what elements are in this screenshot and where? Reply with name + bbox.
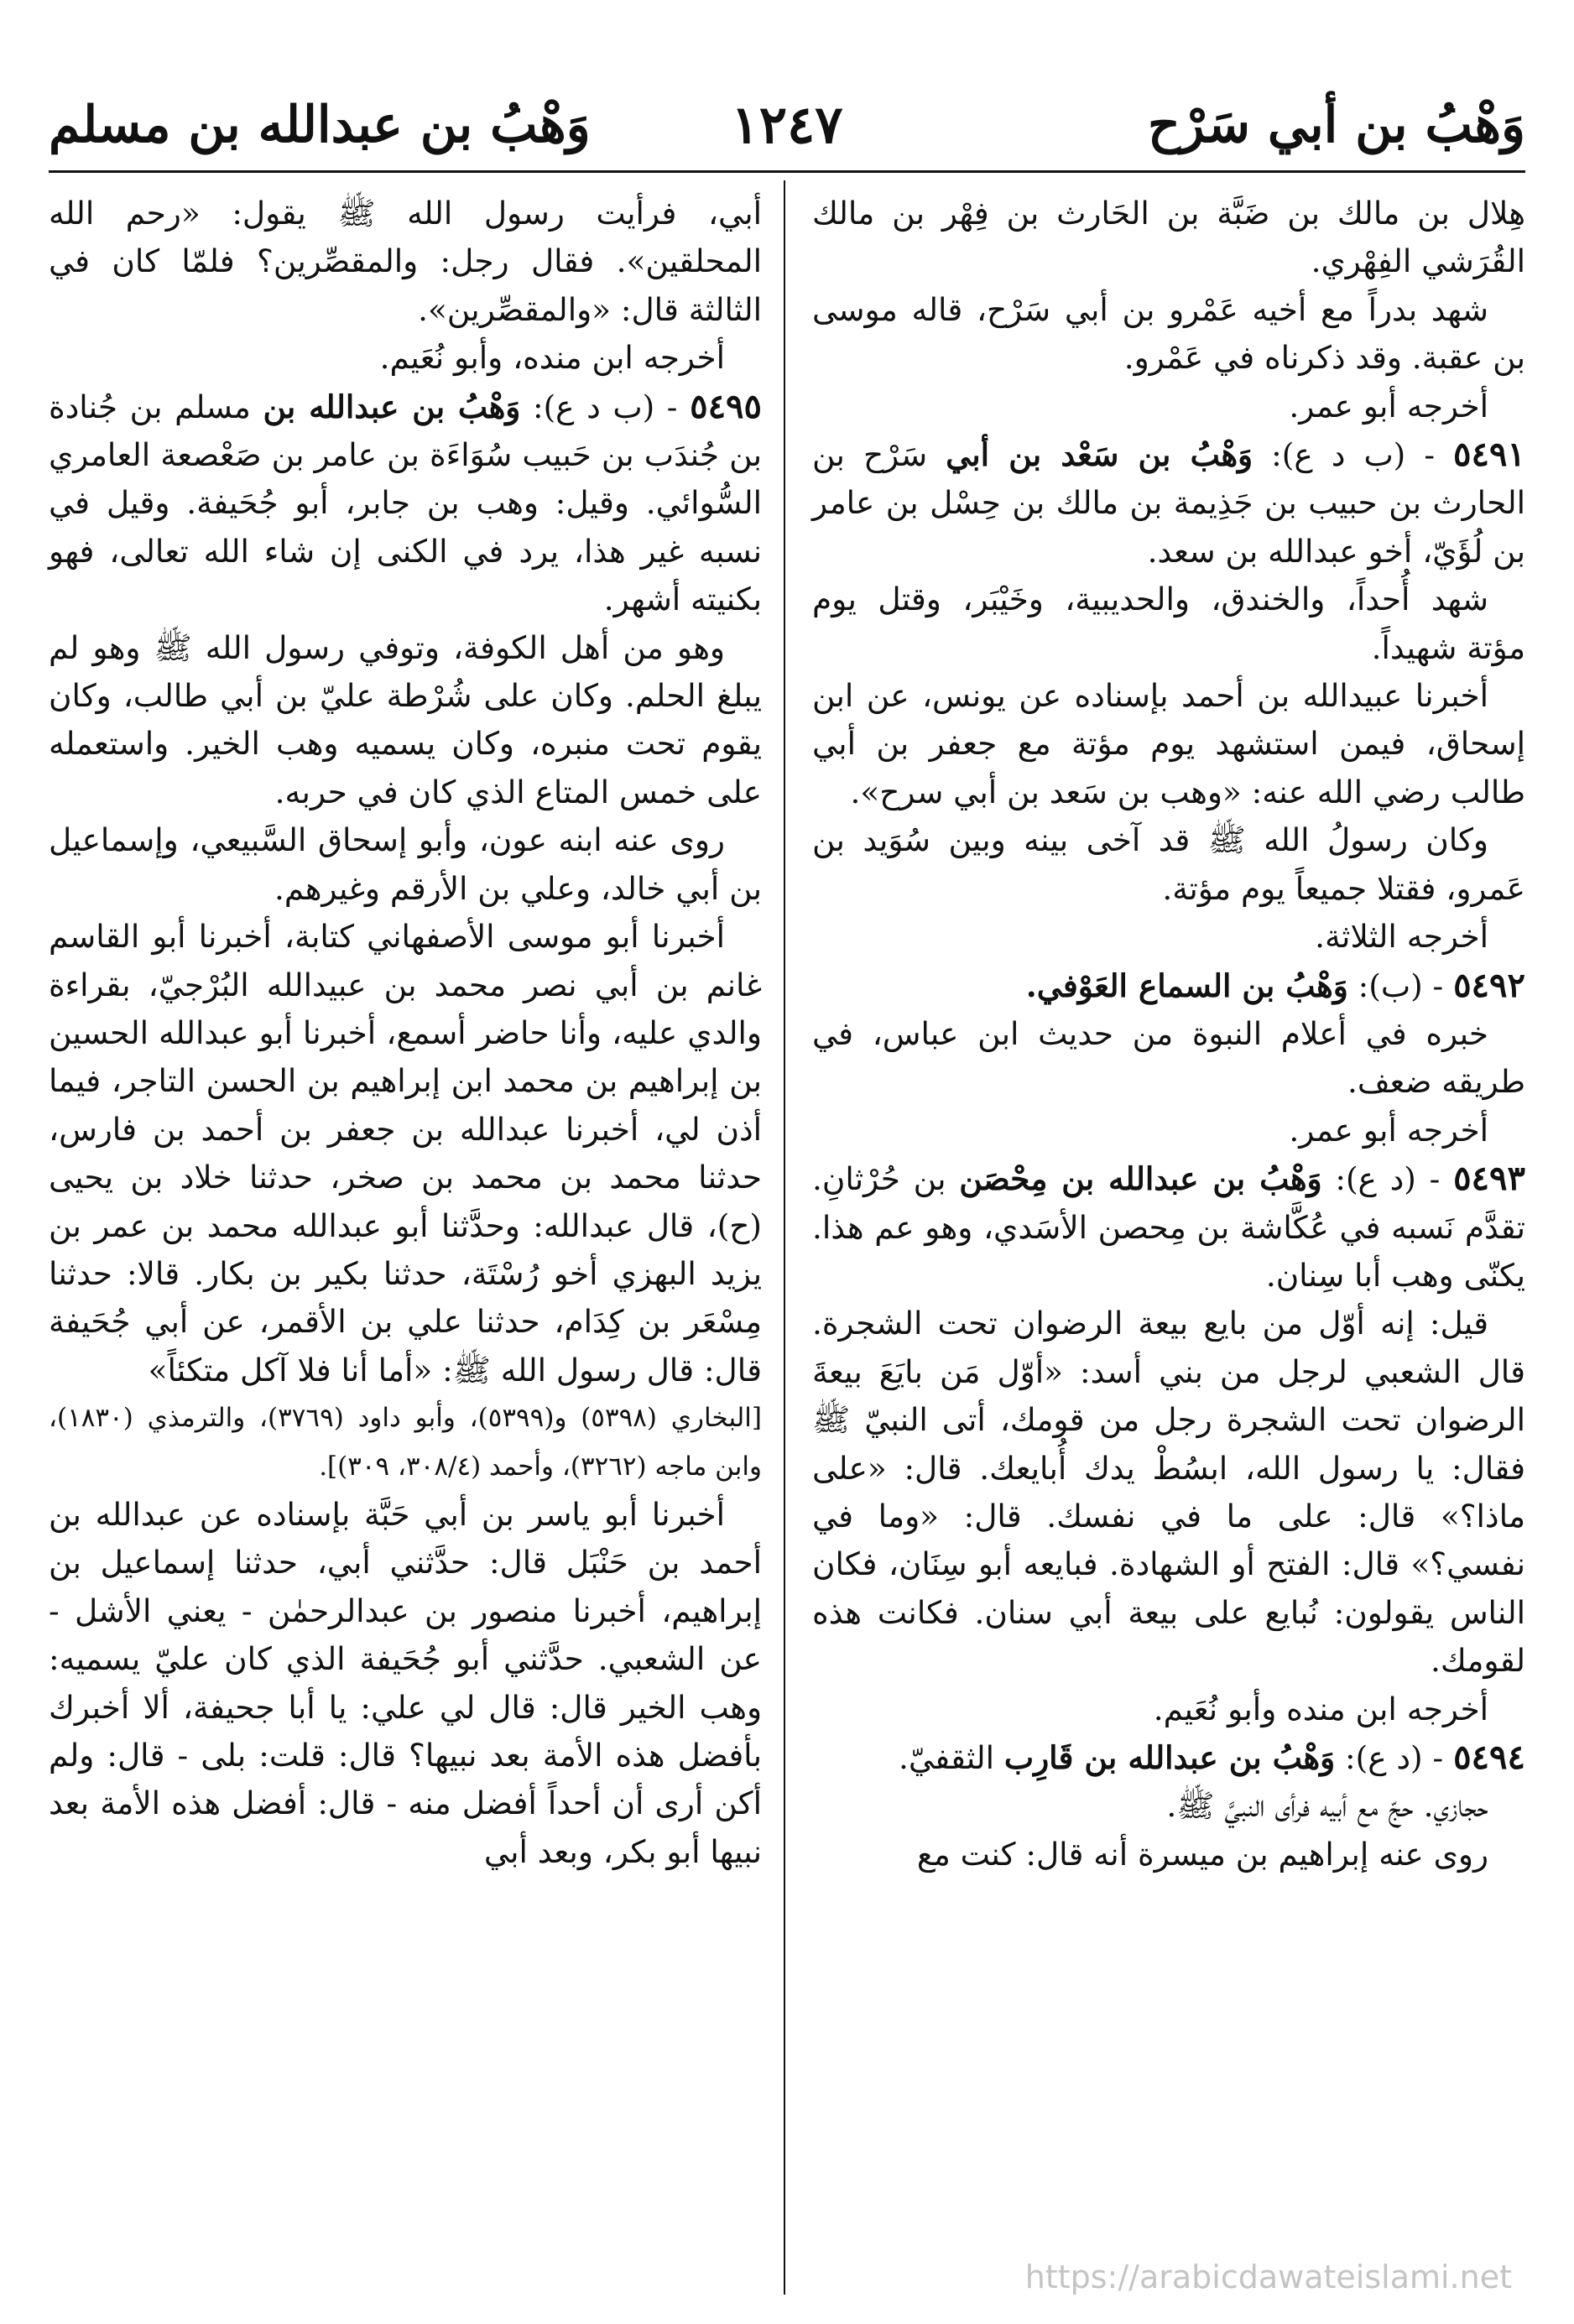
paragraph: وهو من أهل الكوفة، وتوفي رسول الله ﷺ وهو لم يبلغ الحلم. وكان على شُرْطة عليّ بن أبي طالب، وكان يقوم تحت منبره، وكان يسميه وهب الخير. واستعمله على خمس المتاع الذي كان في حربه. [49, 628, 762, 810]
entry-name: وَهْبُ بن عبدالله بن قَارِب [1003, 1739, 1336, 1776]
entry-number: ٥٤٩٣ [1453, 1159, 1525, 1199]
biography-entry [812, 961, 1525, 1010]
entry-name: وَهْبُ بن عبدالله بن [263, 388, 521, 425]
column-divider [784, 180, 785, 2295]
paragraph: أخرجه الثلاثة. [1315, 918, 1488, 956]
paragraph: هِلال بن مالك بن ضَبَّة بن الحَارث بن فِهْر بن مالك القُرَشي الفِهْري. [812, 195, 1525, 280]
biography-entry [812, 1154, 1525, 1300]
paragraph: أخبرنا عبيدالله بن أحمد بإسناده عن يونس، عن ابن إسحاق، فيمن استشهد يوم مؤتة مع جعفر بن أبي طالب رضي الله عنه: «وهب بن سَعد بن أبي سرح». [812, 677, 1525, 810]
paragraph: روى عنه إبراهيم بن ميسرة أنه قال: كنت مع [916, 1835, 1488, 1873]
entry-text: بن حُرْثانِ. تقدَّم نَسبه في عُكَّاشة بن مِحصن الأسَدي، وهو عم هذا. يكنّى وهب أبا سِنان. [812, 1160, 1525, 1294]
left-column [49, 190, 762, 1876]
header-left-title: وَهْبُ بن عبدالله بن مسلم [49, 96, 591, 154]
header-rule [49, 170, 1525, 173]
header-right-title: وَهْبُ بن أبي سَرْح [1147, 96, 1525, 154]
biography-entry [812, 430, 1525, 576]
paragraph: أخبرنا أبو ياسر بن أبي حَبَّة بإسناده عن عبدالله بن أحمد بن حَنْبَل قال: حدَّثني أبي، حدثنا إسماعيل بن إبراهيم، أخبرنا منصور بن عبدالرحمٰن - يعني الأشل - عن الشعبي. حدَّثني أبو جُحَيفة الذي كان عليّ يسميه: وهب الخير قال: قال لي علي: يا أبا جحيفة، ألا أخبرك بأفضل هذه الأمة بعد نبيها؟ قال: قلت: بلى - قال: ولم أكن أرى أن أحداً أفضل منه - قال: أفضل هذه الأمة بعد نبيها أبو بكر، وبعد أبي [49, 1495, 762, 1870]
entry-text: مسلم بن جُنادة بن جُندَب بن حَبيب سُوَاءَة بن عامر بن صَعْصعة العامري السُّوائي. وقيل: وهب بن جابر، أبو جُحَيفة. وقيل في نسبه غير هذا، يرد في الكنى إن شاء الله تعالى، فهو بكنيته أشهر. [49, 388, 762, 618]
paragraph: حجازي. حجّ مع أبيه فرأى النبيَّ ﷺ. [1166, 1787, 1488, 1825]
entry-source-codes: - (ب د ع): [520, 388, 691, 425]
paragraph: أخبرنا أبو موسى الأصفهاني كتابة، أخبرنا أبو القاسم غانم بن أبي نصر محمد بن عبيدالله البُرْجيّ، بقراءة والدي عليه، وأنا حاضر أسمع، أخبرنا أبو عبدالله الحسين بن إبراهيم بن محمد ابن إبراهيم بن الحسن التاجر، فيما أذن لي، أخبرنا عبدالله بن جعفر بن أحمد بن فارس، حدثنا محمد بن محمد بن صخر، حدثنا خلاد بن يحيى (ح)، قال عبدالله: وحدَّثنا أبو عبدالله محمد بن عمر بن يزيد البهزي أخو رُسْتَة، حدثنا بكير بن بكار. قالا: حدثنا مِسْعَر بن كِدَام، حدثنا علي بن الأقمر، عن أبي جُحَيفة قال: قال رسول الله ﷺ: «أما أنا فلا آكل متكئاً» [49, 918, 762, 1389]
hadith-reference: [البخاري (٥٣٩٨) و(٥٣٩٩)، وأبو داود (٣٧٦٩)، والترمذي (١٨٣٠)، وابن ماجه (٣٢٦٢)، وأحمد (٣٠٨/٤، ٣٠٩)]. [49, 1403, 762, 1482]
entry-source-codes: - (د ع): [1335, 1739, 1454, 1776]
entry-number: ٥٤٩١ [1453, 435, 1525, 475]
entry-text: الثقفيّ. [899, 1739, 1004, 1776]
paragraph: أخرجه ابن منده، وأبو نُعَيم. [379, 339, 725, 377]
paragraph: روى عنه ابنه عون، وأبو إسحاق السَّبيعي، وإسماعيل بن أبي خالد، وعلي بن الأرقم وغيرهم. [49, 821, 762, 907]
paragraph: شهد أُحداً، والخندق، والحديبية، وخَيْبَر، وقتل يوم مؤتة شهيداً. [812, 581, 1525, 666]
entry-name: وَهْبُ بن عبدالله بن مِحْصَن [959, 1160, 1322, 1198]
entry-source-codes: - (د ع): [1321, 1160, 1454, 1198]
entry-name: وَهْبُ بن سَعْد بن أبي [946, 436, 1253, 474]
paragraph: شهد بدراً مع أخيه عَمْرو بن أبي سَرْح، قاله موسى بن عقبة. وقد ذكرناه في عَمْرو. [812, 290, 1525, 377]
paragraph: وكان رسولُ الله ﷺ قد آخى بينه وبين سُوَيد بن عَمرو، فقتلا جميعاً يوم مؤتة. [812, 821, 1525, 907]
page-number: ١٢٤٧ [731, 94, 843, 155]
biography-entry [812, 1733, 1525, 1782]
paragraph: أخرجه أبو عمر. [1289, 387, 1488, 425]
entry-name: وَهْبُ بن السماع العَوْفي. [1025, 967, 1348, 1004]
paragraph: أخرجه أبو عمر. [1289, 1111, 1488, 1149]
watermark-url: https://arabicdawateislami.net [1024, 2259, 1512, 2295]
right-column [812, 190, 1525, 1878]
paragraph: أخرجه ابن منده وأبو نُعَيم. [1153, 1690, 1488, 1727]
entry-source-codes: - (ب): [1347, 967, 1454, 1004]
biography-entry [49, 383, 762, 624]
paragraph: خبره في أعلام النبوة من حديث ابن عباس، في طريقه ضعف. [812, 1014, 1525, 1101]
entry-text: سَرْح بن الحارث بن حبيب بن جَذِيمة بن مالك بن حِسْل بن عامر بن لُؤَيّ، أخو عبدالله بن سعد. [812, 436, 1525, 570]
paragraph: قيل: إنه أوّل من بايع بيعة الرضوان تحت الشجرة. قال الشعبي لرجل من بني أسد: «أوّل مَن بايَعَ بيعةَ الرضوان تحت الشجرة رجل من قومك، أتى النبيّ ﷺ فقال: يا رسول الله، ابسُطْ يدك أُبايعك. قال: «على ماذا؟» قال: على ما في نفسك. قال: «وما في نفسي؟» قال: الفتح أو الشهادة. فبايعه أبو سِنَان، فكان الناس يقولون: نُبايع على بيعة أبي سنان. فكانت هذه لقومك. [812, 1305, 1525, 1680]
entry-number: ٥٤٩٥ [690, 386, 763, 426]
running-header [49, 91, 1525, 166]
entry-number: ٥٤٩٤ [1453, 1738, 1525, 1777]
entry-number: ٥٤٩٢ [1453, 965, 1525, 1005]
entry-source-codes: - (ب د ع): [1253, 436, 1454, 474]
paragraph: أبي، فرأيت رسول الله ﷺ يقول: «رحم الله المحلقين». فقال رجل: والمقصِّرين؟ فلمّا كان في الثالثة قال: «والمقصِّرين». [49, 195, 762, 328]
